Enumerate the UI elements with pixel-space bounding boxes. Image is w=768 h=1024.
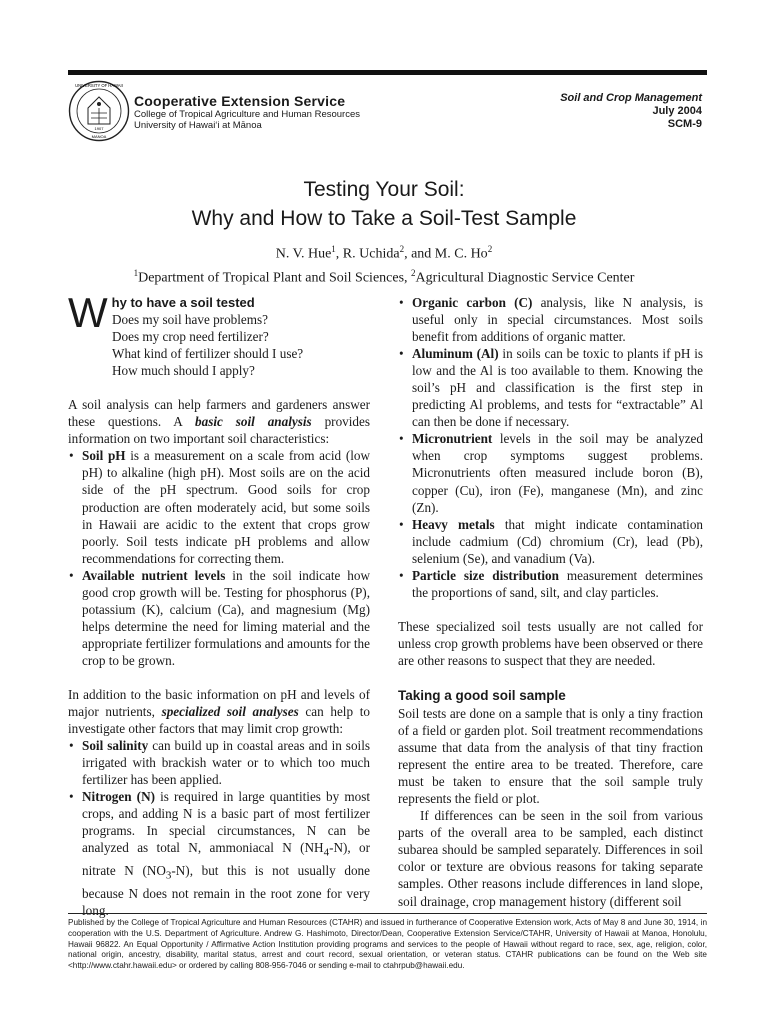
series-name: Soil and Crop Management	[560, 92, 702, 104]
publication-code: SCM-9	[667, 118, 702, 130]
section-heading-why: hy to have a soil tested	[111, 295, 255, 310]
drop-cap: W	[68, 289, 108, 336]
author-names: N. V. Hue$^1$, R. Uchida$^2$, and M. C. Ho$^2$	[275, 244, 493, 262]
affiliations: $^1$Department of Tropical Plant and Soil Sciences, $^2$Agricultural Diagnostic Service Center	[133, 267, 635, 286]
question-item: Does my crop need fertilizer?	[112, 329, 269, 345]
list-item-micronutrient: • Micronutrient levels in the soil may be analyzed when crop symptoms suggest problems. Micronutrients often measured include boron (B), copper (Cu), iron (Fe), manganese (Mn), and zinc (Zn).	[398, 430, 703, 515]
list-item-soil-salinity: • Soil salinity can build up in coastal areas and in soils irrigated with brackish water or to which too much fertilizer has been applied.	[68, 737, 370, 788]
question-item: How much should I apply?	[112, 363, 255, 379]
specialized-analysis-list-continued	[398, 294, 703, 601]
author-block	[0, 240, 768, 287]
intro-section	[68, 289, 370, 379]
basic-analysis-list	[68, 447, 370, 669]
footer-notice	[68, 913, 707, 972]
question-list	[68, 311, 370, 379]
paragraph-sampling-1: Soil tests are done on a sample that is only a tiny fraction of a field or garden plot. Soil treatment recommendations assume that data from the analysis of that tiny fraction represent the entire area to be treated. Therefore, care must be taken to ensure that the soil sample truly represents the field or plot.	[398, 705, 703, 807]
list-item-soil-ph: • Soil pH is a measurement on a scale from acid (low pH) to alkaline (high pH). Most soils are on the acid side of the pH spectrum. Good soils for crop production are often moderately acid, but some soils in Hawaii are acidic to the extent that crops grow poorly. Soil tests indicate pH problems and allow recommendations for correcting them.	[68, 447, 370, 566]
question-item: What kind of fertilizer should I use?	[112, 346, 304, 362]
svg-text:UNIVERSITY OF HAWAII: UNIVERSITY OF HAWAII	[75, 83, 123, 88]
university-name: University of Hawai‘i at Mānoa	[134, 120, 262, 131]
title-line-1: Testing Your Soil:	[303, 178, 465, 201]
title-line-2: Why and How to Take a Soil-Test Sample	[191, 207, 577, 230]
list-item-heavy-metals: • Heavy metals that might indicate contamination include cadmium (Cd) chromium (Cr), lead (Pb), selenium (Se), and vanadium (Va).	[398, 516, 703, 567]
publication-info	[560, 92, 702, 131]
university-seal-logo	[68, 80, 130, 142]
specialized-analysis-list	[68, 737, 370, 919]
svg-text:MANOA: MANOA	[91, 134, 107, 139]
list-item-aluminum: • Aluminum (Al) in soils can be toxic to plants if pH is low and the Al is too available to them. Knowing the soil’s pH and classification is the first step in predicting Al problems, and tests for “extractable” Al can then be done if necessary.	[398, 345, 703, 430]
org-block	[134, 93, 360, 131]
left-column	[68, 289, 371, 919]
paragraph-specialized-analysis: In addition to the basic information on pH and levels of major nutrients, specialized soil analyses can help to investigate other factors that may limit crop growth:	[68, 686, 370, 737]
list-item-nitrogen: • Nitrogen (N) is required in large quantities by most crops, and adding N is a basic part of most fertilizer programs. In special circumstances, N can be analyzed as total N, ammoniacal N $(NH_4-N)$, or nitrate N $(NO_3-N)$, but this is not usually done because N does not remain in the root zone for very long.	[68, 788, 370, 919]
publication-date: July 2004	[652, 105, 702, 117]
paragraph-specialized-tests: These specialized soil tests usually are not called for unless crop growth problems have been observed or there are other reasons to suspect that they are needed.	[398, 618, 703, 668]
paragraph-basic-analysis: A soil analysis can help farmers and gardeners answer these questions. A basic soil analysis provides information on two important soil characteristics:	[68, 397, 370, 447]
right-column	[398, 294, 703, 910]
section-heading-sampling: Taking a good soil sample	[398, 687, 566, 703]
svg-text:1907: 1907	[94, 126, 104, 131]
document-title	[0, 175, 768, 233]
list-item-particle-size: • Particle size distribution measurement determines the proportions of sand, silt, and clay particles.	[398, 567, 703, 601]
college-name: College of Tropical Agriculture and Human Resources	[134, 109, 361, 120]
footer-text: Published by the College of Tropical Agriculture and Human Resources (CTAHR) and issued in furtherance of Cooperative Extension work, Acts of May 8 and June 30, 1914, in cooperation with the U.S. Department of Agriculture. Andrew G. Hashimoto, Director/Dean, Cooperative Extension Service/CTAHR, University of Hawaii at Manoa, Honolulu, Hawaii 96822. An Equal Opportunity / Affirmative Action Institution providing programs and services to the people of Hawaii without regard to race, sex, age, religion, color, national origin, ancestry, disability, marital status, arrest and court record, sexual orientation, or veteran status. CTAHR publications can be found on the Web site <http://www.ctahr.hawaii.edu> or ordered by calling 808-956-7046 or sending e-mail to ctahrpub@hawaii.edu.	[68, 918, 707, 971]
list-item-organic-carbon: • Organic carbon (C) analysis, like N analysis, is useful only in special circumstances. Most soils benefit from additions of organic matter.	[398, 294, 703, 345]
question-item: Does my soil have problems?	[112, 312, 269, 328]
org-name: Cooperative Extension Service	[134, 93, 346, 109]
paragraph-sampling-2: If differences can be seen in the soil from various parts of the overall area to be sampled, each distinct subarea should be sampled separately. Differences in soil color or texture are obvious reasons for taking separate samples. Other reasons include differences in land slope, soil drainage, crop management history (different soil	[398, 808, 703, 909]
header-rule	[68, 70, 707, 75]
list-item-nutrient-levels: • Available nutrient levels in the soil indicate how good crop growth will be. Testing for phosphorus (P), potassium (K), calcium (Ca), and magnesium (Mg) helps determine the need for liming material and the appropriate fertilizer formulations and amounts for the crop to be grown.	[68, 567, 370, 669]
